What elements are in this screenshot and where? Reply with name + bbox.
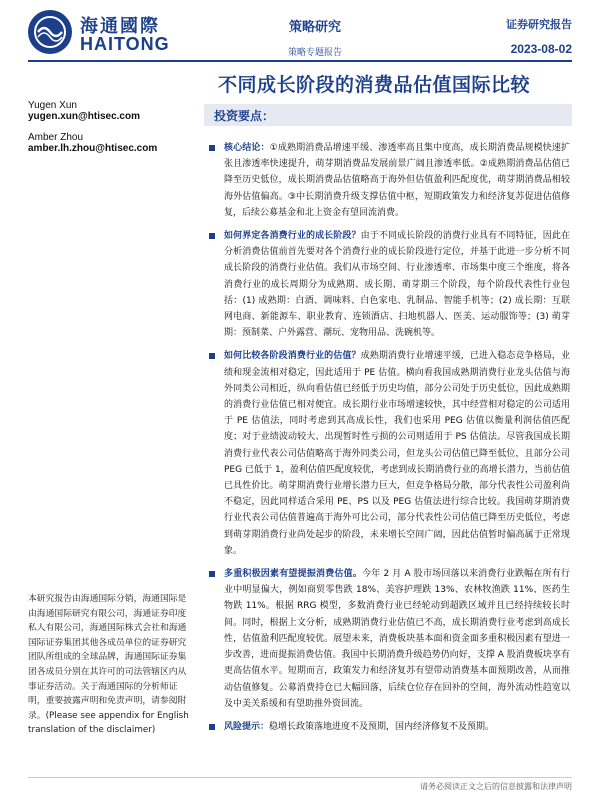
report-type-block <box>270 16 360 58</box>
haitong-emblem-icon <box>28 10 72 54</box>
author-name: Yugen Xun <box>28 100 77 111</box>
footer-note: 请务必阅读正文之后的信息披露和法律声明 <box>420 782 572 791</box>
key-points-list <box>206 140 570 742</box>
footer-divider <box>28 777 572 778</box>
bullet-positive-factors <box>206 566 570 712</box>
bullet-body: ①成熟期消费品增速平缓、渗透率高且集中度高，成长期消费品规模快速扩张且渗透率快速提升，萌芽期消费品发展前景广阔且渗透率低。②成熟期消费品估值已降至历史低位，成长期消费品估值略高于海外但估值盈利匹配度优，萌芽期消费品相较海外估值偏高。③中长期消费升级支撑估值中枢，短期政策发力和经济复苏促进估值修复，后续公募基金和北上资金有望回流消费。 <box>224 143 570 218</box>
logo-cn-text: 海通國際 <box>80 16 160 37</box>
author-block-1 <box>28 100 140 122</box>
report-type: 策略研究 <box>288 20 341 35</box>
bullet-risk <box>206 719 570 735</box>
haitong-logo <box>28 10 198 56</box>
bullet-core-conclusion <box>206 140 570 221</box>
bullet-head: 如何界定各消费行业的成长阶段？ <box>224 231 361 242</box>
bullet-valuation-compare <box>206 348 570 559</box>
report-subtype: 策略专题报告 <box>287 48 342 58</box>
report-meta <box>506 16 572 56</box>
key-points-label: 投资要点： <box>214 109 275 123</box>
bullet-square-icon <box>209 233 215 239</box>
bullet-head: 如何比较各阶段消费行业的估值？ <box>224 351 361 362</box>
key-points-header <box>204 104 572 126</box>
bullet-head: 风险提示： <box>224 721 270 732</box>
bullet-square-icon <box>209 145 215 151</box>
author-email[interactable]: amber.lh.zhou@htisec.com <box>28 143 158 154</box>
author-block-2 <box>28 132 157 154</box>
header-divider <box>28 60 572 62</box>
bullet-body: 稳增长政策落地进度不及预期，国内经济修复不及预期。 <box>269 721 495 732</box>
series-label: 证券研究报告 <box>506 18 572 31</box>
page-title: 不同成长阶段的消费品估值国际比较 <box>218 74 531 96</box>
bullet-body: 由于不同成长阶段的消费行业具有不同特征，因此在分析消费估值前首先要对各个消费行业的成长阶段进行定位，并基于此进一步分析不同成长阶段的消费行业估值。我们从市场空间、行业渗透率、市场集中度三个维度，将各消费行业的成长周期分为成熟期、成长期、萌芽期三个阶段，每个阶段代表性行业包括：(1) 成熟期：白酒、调味料、白色家电、乳制品、智能手机等；(2) 成长期：互联网电商、新能源车、职业教育、连锁酒店、扫地机器人、医美、运动服饰等；(3) 萌芽期：预制菜、户外露营、潮玩、宠物用品、洗碗机等。 <box>224 231 570 339</box>
author-email[interactable]: yugen.xun@htisec.com <box>28 111 140 122</box>
logo-en-text: HAITONG <box>80 34 170 54</box>
bullet-body: 成熟期消费行业增速平缓，已进入稳态竞争格局，业绩和现金流相对稳定，因此适用于 PE 估值。横向看我国成熟期消费行业龙头估值与海外同类公司相近，纵向看估值已经低于历史均值，部分公司处于历史低位，因此成熟期的消费行业估值已相对便宜。成长期行业市场增速较快，其中经营相对稳定的公司适用于 PE 估值法，同时考虑到其高成长性，我们也采用 PEG 估值以衡量利润估值匹配度；对于业绩波动较大、出现暂时性亏损的公司则适用于 PS 估值法。尽管我国成长期消费行业代表公司估值略高于海外同类公司，但龙头公司估值已降至低位，且部分公司 PEG 已低于 1，盈利估值匹配度较优，考虑到成长期消费行业的高增长潜力，当前估值已具性价比。萌芽期消费行业增长潜力巨大，但竞争格局分散，部分代表性公司盈利尚不稳定，因此同样适合采用 PE、PS 以及 PEG 估值法进行综合比较。我国萌芽期消费行业代表公司估值普遍高于海外可比公司，部分代表性公司估值已降至历史低位，考虑到萌芽期消费行业尚处起步的阶段，未来增长空间广阔，因此估值暂时偏高属于正常现象。 <box>224 351 570 556</box>
report-date: 2023-08-02 <box>510 42 572 56</box>
bullet-head: 多重积极因素有望提振消费估值。 <box>224 569 363 580</box>
bullet-square-icon <box>209 724 215 730</box>
distribution-disclaimer: 本研究报告由海通国际分销，海通国际是由海通国际研究有限公司，海通证券印度私人有限公司，海通国际株式会社和海通国际证券集团其他各成员单位的证券研究团队所组成的全球品牌，海通国际证券集团各成员分别在其许可的司法管辖区内从事证券活动。关于海通国际的分析师证明，重要披露声明和免责声明，请参阅附录。(Please see appendix for English translation of the disclaimer) <box>28 594 189 736</box>
author-name: Amber Zhou <box>28 132 84 143</box>
bullet-body: 今年 2 月 A 股市场回落以来消费行业跌幅在所有行业中明显偏大，例如商贸零售跌 18%、美容护理跌 13%、农林牧渔跌 11%、医药生物跌 11%。根据 RRG 模型，多数消费行业已经轮动到超跌区域并且已经持续较长时间。同时，根据上文分析，成熟期消费行业估值已不高，成长期消费行业考虑到高成长性，估值盈利匹配度较优。展望未来，消费板块基本面和资金面多重积极因素有望进一步改善，进而提振消费估值。我国中长期消费升级趋势仍向好，支撑 A 股消费板块享有更高估值水平。短期而言，政策发力和经济复苏有望带动消费基本面预期改善，从而推动估值修复。公募消费持仓已大幅回落，后续仓位存在回补的空间，海外流动性趋宽以及中美关系缓和有望助推外资回流。 <box>224 569 570 709</box>
bullet-square-icon <box>209 353 215 359</box>
bullet-square-icon <box>209 571 215 577</box>
bullet-growth-stage <box>206 228 570 341</box>
bullet-head: 核心结论： <box>224 143 270 153</box>
